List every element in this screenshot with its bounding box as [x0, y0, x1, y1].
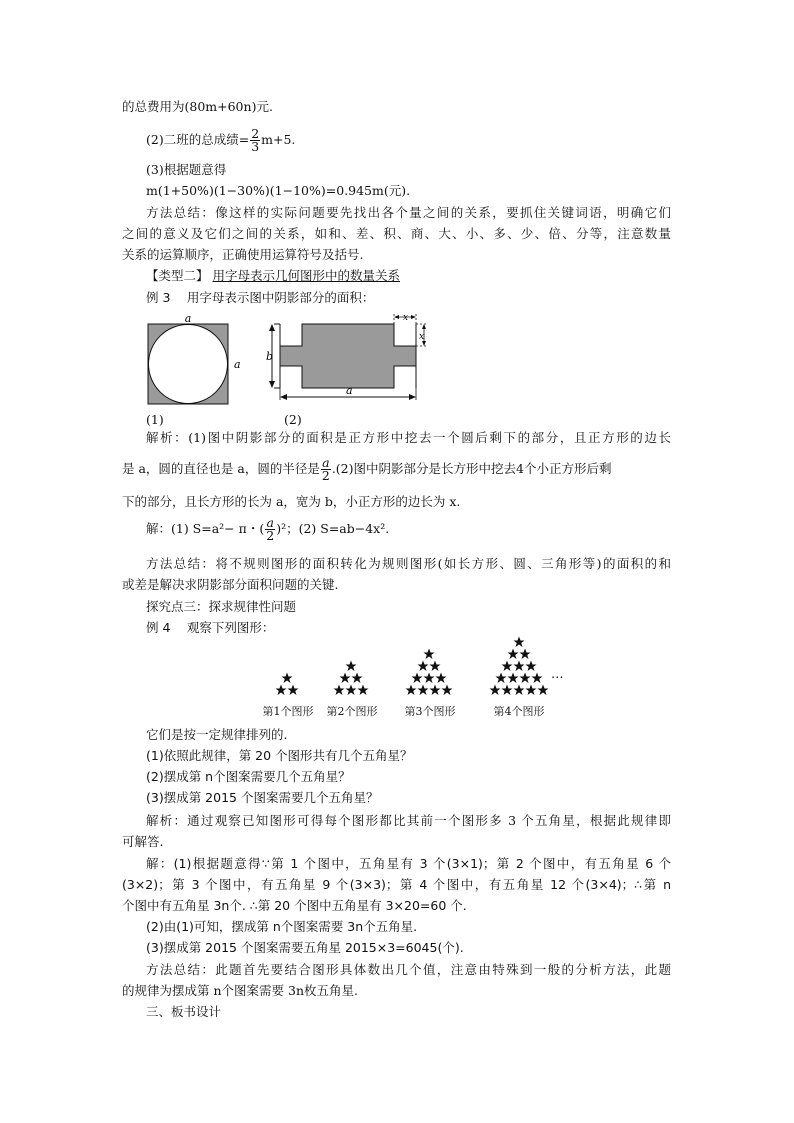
- side-label-right: a: [234, 358, 241, 371]
- star-icon: [429, 684, 441, 696]
- fraction-numerator: a: [266, 515, 274, 530]
- solution-line: (3)摆成第 2015 个图案需要五角星 2015×3=6045(个).: [146, 940, 464, 955]
- star-row: [328, 684, 374, 696]
- star-row: [270, 684, 304, 696]
- star-row: [328, 660, 374, 672]
- star-figure-label: 第3个图形: [404, 705, 456, 718]
- figure-rectangle-corners: [262, 308, 442, 408]
- star-figure-4: [484, 636, 554, 696]
- ellipsis: …: [551, 666, 564, 681]
- star-icon: [537, 684, 549, 696]
- method-summary-line: 方法总结：此题首先要结合图形具体数出几个值，注意由特殊到一般的分析方法，此题: [146, 962, 671, 977]
- method-summary-line: 的规律为摆成第 n个图案需要 3n枚五角星.: [122, 983, 358, 998]
- star-icon: [345, 660, 357, 672]
- fraction-denominator: 2: [266, 528, 275, 543]
- length-label: a: [346, 384, 353, 397]
- star-figure-3: [400, 648, 458, 696]
- fraction: [250, 128, 260, 153]
- star-row: [400, 660, 458, 672]
- analysis-line: 解析：(1)图中阴影部分的面积是正方形中挖去一个圆后剩下的部分，且正方形的边长: [146, 430, 671, 445]
- fraction: [265, 517, 275, 542]
- star-icon: [501, 660, 513, 672]
- text-segment: .(2)图中阴影部分是长方形中挖去4个小正方形后剩: [331, 461, 612, 476]
- star-row: [484, 648, 554, 660]
- star-icon: [495, 672, 507, 684]
- star-icon: [435, 672, 447, 684]
- side-label-top: a: [184, 314, 192, 325]
- text-line: 它们是按一定规律排列的.: [146, 727, 288, 742]
- figure-1-label: (1): [146, 412, 164, 427]
- section-heading: 探究点三：探求规律性问题: [146, 599, 297, 614]
- star-icon: [417, 684, 429, 696]
- star-icon: [489, 684, 501, 696]
- solution-line: 解：(1)根据题意得∵第 1 个图中，五角星有 3 个(3×1)；第 2 个图中，有五角星 6 个: [146, 856, 671, 871]
- star-row: [400, 684, 458, 696]
- text-line-fraction: [146, 124, 295, 156]
- text-segment: 解：(1) S=a²− π・(: [146, 521, 265, 536]
- text-line: m(1+50%)(1−30%)(1−10%)=0.945m(元).: [146, 183, 411, 198]
- analysis-line: 下的部分，且长方形的长为 a，宽为 b，小正方形的边长为 x.: [122, 494, 461, 509]
- width-label: b: [266, 350, 274, 363]
- figure-square-circle: [140, 314, 250, 414]
- star-row: [400, 672, 458, 684]
- star-icon: [441, 684, 453, 696]
- star-row: [484, 636, 554, 648]
- star-icon: [357, 684, 369, 696]
- star-icon: [507, 648, 519, 660]
- method-summary-line: 之间的意义及它们之间的关系，如和、差、积、商、大、小、多、少、倍、分等，注意数量: [122, 226, 671, 241]
- solution-line: (3×2)；第 3 个图中，有五角星 9 个(3×3)；第 4 个图中，有五角星 12 个(3×4)；∴第 n: [122, 877, 671, 892]
- star-figure-1: [270, 672, 304, 696]
- star-icon: [281, 672, 293, 684]
- star-icon: [513, 636, 525, 648]
- star-icon: [405, 684, 417, 696]
- star-icon: [525, 684, 537, 696]
- star-icon: [531, 672, 543, 684]
- example-heading: 例 4 观察下列图形：: [146, 620, 275, 635]
- star-icon: [417, 660, 429, 672]
- star-icon: [339, 672, 351, 684]
- method-summary-line: 方法总结：将不规则图形的面积转化为规则图形(如长方形、圆、三角形等)的面积的和: [146, 556, 671, 571]
- solution-line-fraction: [146, 512, 389, 546]
- fraction-denominator: 3: [251, 139, 260, 154]
- star-icon: [423, 672, 435, 684]
- fraction-numerator: a: [322, 455, 330, 470]
- star-row: [400, 648, 458, 660]
- star-icon: [519, 672, 531, 684]
- star-row: [270, 672, 304, 684]
- fraction-numerator: 2: [251, 126, 260, 141]
- star-icon: [345, 684, 357, 696]
- star-icon: [351, 672, 363, 684]
- text-segment: )²；(2) S=ab−4x².: [276, 521, 390, 536]
- text-line: 的总费用为(80m+60n)元.: [122, 99, 273, 114]
- text-segment: 是 a，圆的直径也是 a，圆的半径是: [122, 461, 320, 476]
- method-summary-line: 方法总结：像这样的实际问题要先找出各个量之间的关系，要抓住关键词语，明确它们: [146, 205, 671, 220]
- analysis-line-fraction: [122, 452, 611, 486]
- star-figure-label: 第2个图形: [326, 705, 378, 718]
- star-figure-label: 第4个图形: [493, 705, 545, 718]
- star-icon: [525, 660, 537, 672]
- text-segment: m+5.: [261, 132, 296, 147]
- solution-line: (2)由(1)可知，摆成第 n个图案需要 3n个五角星.: [146, 919, 418, 934]
- section-heading: 三、板书设计: [146, 1004, 222, 1019]
- star-icon: [513, 684, 525, 696]
- text-segment: (2)二班的总成绩=: [146, 132, 250, 147]
- question-line: (1)依照此规律，第 20 个图形共有几个五角星？: [146, 748, 413, 763]
- star-icon: [423, 648, 435, 660]
- star-icon: [275, 684, 287, 696]
- analysis-line: 解析：通过观察已知图形可得每个图形都比其前一个图形多 3 个五角星，根据此规律即: [146, 813, 671, 828]
- side-x-right-label: x: [419, 332, 425, 342]
- star-icon: [429, 660, 441, 672]
- star-row: [484, 672, 554, 684]
- question-line: (3)摆成第 2015 个图案需要几个五角星？: [146, 790, 379, 805]
- star-figure-2: [328, 660, 374, 696]
- figure-2-label: (2): [284, 412, 302, 427]
- question-line: (2)摆成第 n个图案需要几个五角星？: [146, 769, 351, 784]
- star-icon: [287, 684, 299, 696]
- type-title: 用字母表示几何图形中的数量关系: [212, 268, 401, 283]
- star-icon: [411, 672, 423, 684]
- type-heading: [146, 268, 400, 284]
- method-summary-line: 或差是解决求阴影部分面积问题的关键.: [122, 577, 339, 592]
- star-icon: [501, 684, 513, 696]
- star-icon: [519, 648, 531, 660]
- star-icon: [333, 684, 345, 696]
- star-icon: [513, 660, 525, 672]
- star-icon: [507, 672, 519, 684]
- star-row: [484, 660, 554, 672]
- text-line: (3)根据题意得: [146, 162, 227, 177]
- method-summary-line: 关系的运算顺序，正确使用运算符号及括号.: [122, 247, 364, 262]
- star-row: [328, 672, 374, 684]
- solution-line: 个图中有五角星 3n个. ∴第 20 个图中五角星有 3×20=60 个.: [122, 898, 467, 913]
- type-tag: 【类型二】: [146, 268, 209, 283]
- star-figure-label: 第1个图形: [262, 705, 314, 718]
- star-row: [484, 684, 554, 696]
- example-heading: 例 3 用字母表示图中阴影部分的面积：: [146, 290, 375, 305]
- fraction: [321, 457, 331, 482]
- analysis-line: 可解答.: [122, 834, 164, 849]
- fraction-denominator: 2: [321, 468, 330, 483]
- side-x-top-label: x: [403, 313, 409, 323]
